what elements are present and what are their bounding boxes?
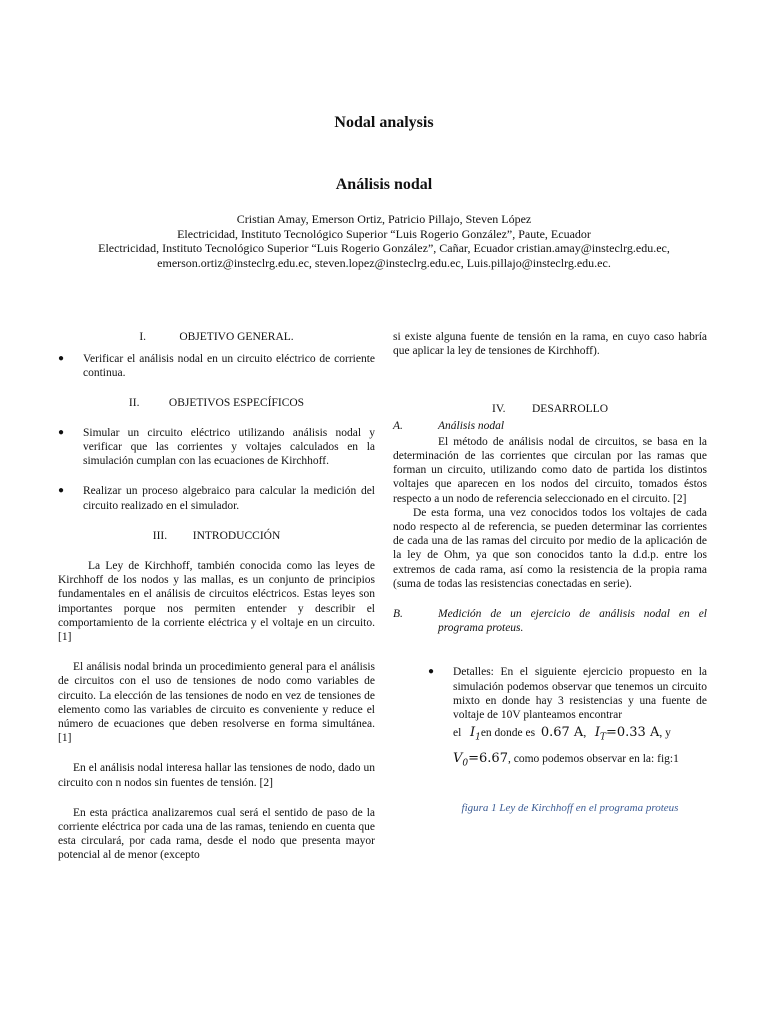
title-spanish: Análisis nodal: [335, 176, 433, 193]
math-subscript: T: [599, 732, 606, 743]
math-value: =6.67: [468, 750, 508, 766]
equation-line: el $I_1en$ donde es 0.67 A, $I_T=0.33$ A, y: [453, 725, 671, 743]
list-item-text: Simular un circuito eléctrico utilizando análisis nodal y verificar que las corrientes y voltajes calculados en la simulación cumplan con las ecuaciones de Kirchhoff.: [83, 426, 375, 468]
author-emails: emerson.ortiz@insteclrg.edu.ec, steven.lopez@insteclrg.edu.ec, Luis.pillajo@insteclrg.edu.ec.: [157, 255, 611, 270]
section-number: I.: [139, 331, 147, 343]
paragraph: La Ley de Kirchhoff, también conocida como las leyes de Kirchhoff de los nodos y las mallas, es un conjunto de principios fundamentales en el análisis de circuitos eléctricos. Estas leyes son importantes porque nos permiten entender y describir el comportamiento de la corriente eléctrica y el voltaje en un circuito. [1]: [58, 560, 375, 644]
bullet-icon: ●: [58, 353, 65, 365]
bullet-icon: ●: [428, 666, 435, 678]
paragraph: El análisis nodal brinda un procedimiento general para el análisis de circuitos con el uso de tensiones de nodo como variables de circuito. La elección de las tensiones de nodo en vez de tensiones de elemento como las variables de circuito es conveniente y reduce el número de ecuaciones que deben resolverse en forma simultánea. [1]: [58, 661, 375, 745]
text-en-donde: en donde es: [480, 727, 536, 740]
bullet-icon: ●: [58, 485, 65, 497]
author-names: Cristian Amay, Emerson Ortiz, Patricio Pillajo, Steven López: [236, 212, 532, 226]
math-it: [594, 725, 660, 743]
section-number: III.: [152, 529, 168, 542]
section-heading-objetivo-general: [58, 330, 375, 344]
paragraph: si existe alguna fuente de tensión en la rama, en cuyo caso habría que aplicar la ley de tensiones de Kirchhoff).: [393, 331, 707, 358]
figure-caption: figura 1 Ley de Kirchhoff en el programa proteus: [461, 802, 679, 815]
left-column: [58, 330, 375, 863]
section-heading-desarrollo: [393, 402, 707, 416]
list-item-body: [453, 665, 707, 773]
section-title: INTRODUCCIÓN: [192, 529, 281, 542]
math-i1: [469, 725, 481, 743]
right-column: [393, 330, 707, 816]
math-subscript: 0: [462, 758, 469, 769]
math-value-1: 0.67 A: [540, 725, 584, 741]
paragraph: En el análisis nodal interesa hallar las tensiones de nodo, dado un circuito con n nodos sin fuentes de tensión. [2]: [58, 762, 375, 789]
title-english: Nodal analysis: [334, 114, 434, 131]
math-symbol: I: [469, 725, 476, 741]
section-heading-introduccion: [58, 529, 375, 543]
affiliation-1: Electricidad, Instituto Tecnológico Superior “Luis Rogerio González”, Paute, Ecuador: [177, 226, 591, 241]
subsection-heading-medicion: [393, 607, 707, 635]
section-title: OBJETIVO GENERAL.: [179, 331, 294, 343]
list-item: [58, 426, 375, 469]
list-item-text: Verificar el análisis nodal en un circuito eléctrico de corriente continua.: [83, 353, 375, 380]
math-subscript: 1: [475, 732, 481, 743]
paragraph: De esta forma, una vez conocidos todos los voltajes de cada nodo respecto al de referencia, se pueden determinar las corrientes de cada una de las ramas del circuito por medio de la aplicación de la ley de Ohm, ya que son conocidos tanto la d.d.p. entre los extremos de cada rama, así como la resistencia de la propia rama (suma de todas las resistencias conectadas en serie).: [393, 506, 707, 590]
text-tail: , como podemos observar en la: fig:1: [507, 752, 679, 765]
math-symbol: I: [594, 725, 600, 741]
section-number: IV.: [491, 403, 506, 416]
subsection-letter: A.: [393, 419, 403, 432]
section-heading-objetivos-especificos: [58, 396, 375, 410]
math-value: =0.33 A: [605, 725, 660, 741]
list-item: [58, 484, 375, 512]
section-title: DESARROLLO: [531, 403, 609, 416]
math-v0: [453, 750, 508, 769]
equation-line: [453, 749, 707, 774]
bullet-icon: ●: [58, 426, 65, 438]
list-item-text: Realizar un proceso algebraico para calcular la medición del circuito realizado en el simulador.: [83, 485, 375, 512]
list-item: [58, 352, 375, 380]
subsection-title: Análisis nodal: [438, 419, 505, 432]
author-block: [40, 212, 728, 270]
subsection-heading-analisis-nodal: [393, 419, 707, 433]
paragraph: El método de análisis nodal de circuitos, se basa en la determinación de las corrientes que circulan por las ramas que forman un circuito, utilizando como dato de partida los distintos voltajes que aparecen en los nodos del circuito, tomados éstos respecto a un nodo de referencia seleccionado en el circuito. [2]: [393, 435, 707, 505]
paragraph: En esta práctica analizaremos cual será el sentido de paso de la corriente eléctrica por cada una de las ramas, teniendo en cuenta que esta circulará, por cada rama, desde el nodo que presenta mayor potencial al de menor (excepto: [58, 806, 375, 862]
list-item-text: Detalles: En el siguiente ejercicio propuesto en la simulación podemos observar que tenemos un circuito mixto en donde hay 3 resistencias y una fuente de voltaje de 10V planteamos encontrar: [453, 666, 707, 722]
subsection-title: Medición de un ejercicio de análisis nodal en el programa proteus.: [438, 608, 707, 635]
text-el: el: [453, 727, 462, 740]
affiliation-2: Electricidad, Instituto Tecnológico Superior “Luis Rogerio González”, Cañar, Ecuador cristian.amay@insteclrg.edu.ec,: [98, 241, 670, 255]
subsection-letter: B.: [393, 608, 403, 621]
list-item: [428, 665, 707, 773]
math-symbol: V: [453, 750, 463, 766]
section-title: OBJETIVOS ESPECÍFICOS: [168, 396, 305, 409]
text-y: , y: [659, 727, 671, 740]
section-number: II.: [128, 396, 140, 409]
